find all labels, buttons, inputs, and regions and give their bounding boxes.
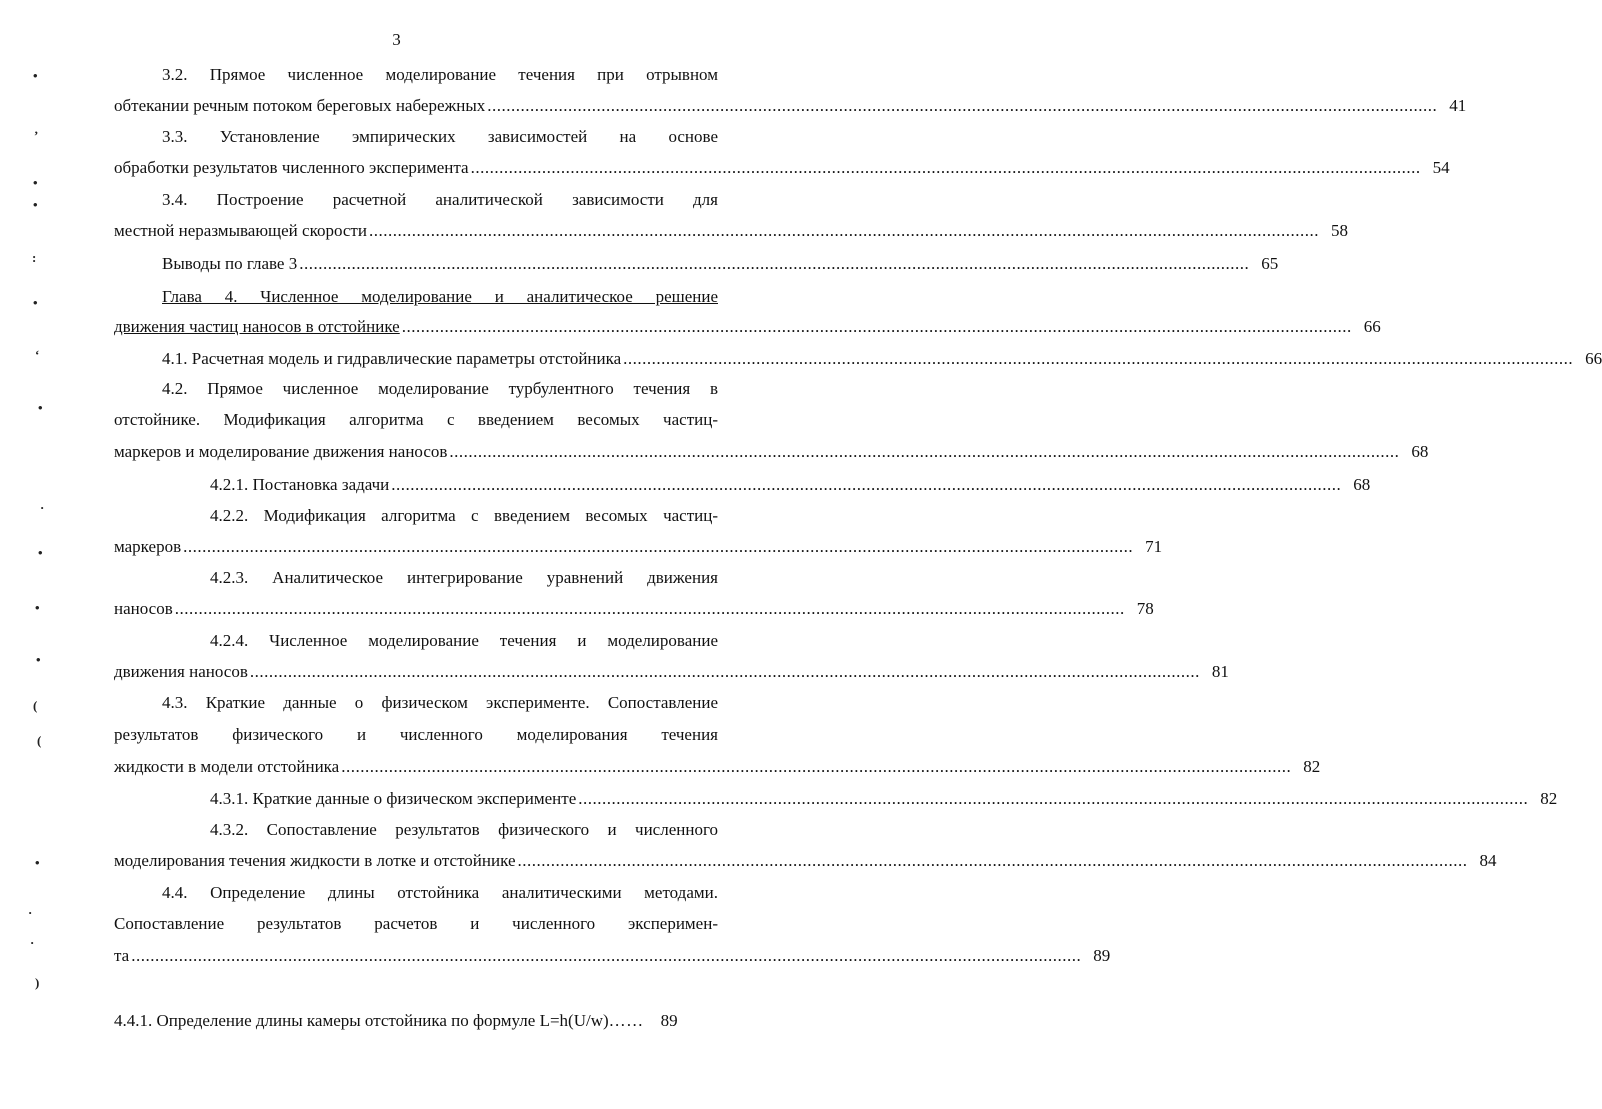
scan-speck: • [33, 295, 38, 310]
toc-line [162, 124, 718, 150]
scan-speck: ( [33, 698, 38, 713]
toc-line [114, 534, 1163, 560]
toc-text: маркеров [114, 537, 182, 556]
toc-text: 4.1. Расчетная модель и гидравлические параметры отстойника [162, 349, 622, 368]
toc-line [162, 376, 718, 402]
dot-leader: ........................................................................................................................................................................................................ [391, 475, 1342, 494]
toc-page-number: 71 [1145, 537, 1163, 556]
toc-line [114, 93, 1467, 119]
toc-text: моделирования течения жидкости в лотке и отстойнике [114, 851, 516, 870]
toc-text: наносов [114, 599, 173, 618]
dot-leader: ........................................................................................................................................................................................................ [487, 96, 1438, 115]
toc-line [114, 754, 1321, 780]
toc-page-number: 54 [1432, 158, 1450, 177]
toc-text: 4.2.3. Аналитическое интегрирование уравнений движения [210, 568, 718, 587]
toc-page-number: 65 [1261, 254, 1279, 273]
toc-line [114, 911, 718, 937]
toc-page-number: 68 [1353, 475, 1371, 494]
scan-speck: • [35, 600, 40, 615]
toc-text: обработки результатов численного эксперимента [114, 158, 469, 177]
toc-text: 3.4. Построение расчетной аналитической зависимости для [162, 190, 718, 209]
toc-line [114, 943, 1111, 969]
toc-line [114, 218, 1348, 244]
toc-line [114, 596, 1154, 622]
toc-text: маркеров и моделирование движения наносов [114, 442, 448, 461]
toc-line [162, 284, 718, 310]
toc-text: 4.2.1. Постановка задачи [210, 475, 390, 494]
toc-text: та [114, 946, 130, 965]
page-number: 3 [392, 30, 401, 49]
scan-speck: • [35, 855, 40, 870]
dot-leader: ........................................................................................................................................................................................................ [131, 946, 1082, 965]
toc-line [114, 407, 718, 433]
scan-speck: · [40, 500, 45, 515]
toc-page-number: 41 [1449, 96, 1467, 115]
toc-line [114, 848, 1497, 874]
toc-line [114, 1008, 751, 1034]
scan-speck: ) [35, 975, 40, 990]
toc-text: 3.2. Прямое численное моделирование течения при отрывном [162, 65, 718, 84]
toc-text: местной неразмывающей скорости [114, 221, 367, 240]
toc-page-number: 82 [1303, 757, 1321, 776]
toc-text: 4.3. Краткие данные о физическом эксперименте. Сопоставление [162, 693, 718, 712]
scan-speck: • [33, 68, 38, 83]
toc-page-number: 68 [1411, 442, 1429, 461]
toc-text: 4.2.2. Модификация алгоритма с введением весомых частиц- [210, 506, 718, 525]
dot-leader: ........................................................................................................................................................................................................ [368, 221, 1319, 240]
dot-leader: ........................................................................................................................................................................................................ [578, 789, 1529, 808]
toc-line [210, 503, 718, 529]
toc-text: 4.4.1. Определение длины камеры отстойника по формуле L=h(U/w) [114, 1011, 609, 1030]
toc-line [162, 690, 718, 716]
toc-text: результатов физического и численного моделирования течения [114, 725, 718, 744]
dot-leader: …… [608, 1011, 644, 1030]
scan-speck: ʻ [35, 347, 40, 362]
toc-text: жидкости в модели отстойника [114, 757, 340, 776]
toc-line [210, 565, 718, 591]
toc-text: Выводы по главе 3 [162, 254, 298, 273]
toc-page-number: 84 [1479, 851, 1497, 870]
dot-leader: ........................................................................................................................................................................................................ [249, 662, 1200, 681]
toc-line [162, 187, 718, 213]
toc-text: отстойнике. Модификация алгоритма с введением весомых частиц- [114, 410, 718, 429]
toc-line [210, 628, 718, 654]
toc-text: 4.2.4. Численное моделирование течения и моделирование [210, 631, 718, 650]
toc-page-number: 78 [1136, 599, 1154, 618]
scan-speck: • [38, 545, 43, 560]
toc-page-number: 89 [660, 1011, 678, 1030]
toc-text: обтекании речным потоком береговых набережных [114, 96, 486, 115]
dot-leader: ........................................................................................................................................................................................................ [299, 254, 1250, 273]
toc-line [210, 786, 1558, 812]
toc-line [114, 314, 1381, 340]
toc-page-number: 66 [1585, 349, 1602, 368]
toc-text: 3.3. Установление эмпирических зависимостей на основе [162, 127, 718, 146]
toc-line [114, 155, 1450, 181]
dot-leader: ........................................................................................................................................................................................................ [401, 317, 1352, 336]
toc-text: движения наносов [114, 662, 248, 681]
toc-page-number: 82 [1540, 789, 1558, 808]
toc-page-number: 66 [1363, 317, 1381, 336]
scan-speck: • [38, 400, 43, 415]
toc-line [162, 62, 718, 88]
toc-text: 4.3.2. Сопоставление результатов физического и численного [210, 820, 718, 839]
scan-speck: • [33, 197, 38, 212]
toc-chapter-heading: Глава 4. Численное моделирование и аналитическое решение [162, 287, 718, 306]
dot-leader: ........................................................................................................................................................................................................ [183, 537, 1134, 556]
toc-line [162, 251, 1279, 277]
toc-line [114, 722, 718, 748]
toc-page-number: 89 [1093, 946, 1111, 965]
dot-leader: ........................................................................................................................................................................................................ [470, 158, 1421, 177]
toc-chapter-heading: движения частиц наносов в отстойнике [114, 317, 400, 336]
toc-line [210, 472, 1371, 498]
toc-line [114, 659, 1229, 685]
toc-line [162, 880, 718, 906]
scan-speck: · [30, 935, 35, 950]
scan-speck: • [36, 652, 41, 667]
toc-line [114, 439, 1429, 465]
scan-speck: · [28, 905, 33, 920]
toc-text: 4.3.1. Краткие данные о физическом эксперименте [210, 789, 577, 808]
toc-page-number: 58 [1330, 221, 1348, 240]
toc-line [210, 817, 718, 843]
scan-speck: ʼ [34, 128, 39, 143]
toc-text: Сопоставление результатов расчетов и численного эксперимен- [114, 914, 718, 933]
toc-line [162, 346, 1602, 372]
toc-page-number: 81 [1211, 662, 1229, 681]
dot-leader: ........................................................................................................................................................................................................ [341, 757, 1292, 776]
dot-leader: ........................................................................................................................................................................................................ [449, 442, 1400, 461]
scan-speck: • [33, 175, 38, 190]
toc-text: 4.4. Определение длины отстойника аналитическими методами. [162, 883, 718, 902]
dot-leader: ........................................................................................................................................................................................................ [174, 599, 1125, 618]
scan-speck: ( [37, 733, 42, 748]
toc-text: 4.2. Прямое численное моделирование турбулентного течения в [162, 379, 718, 398]
dot-leader: ........................................................................................................................................................................................................ [517, 851, 1468, 870]
dot-leader: ........................................................................................................................................................................................................ [623, 349, 1574, 368]
scan-speck: : [32, 250, 37, 265]
